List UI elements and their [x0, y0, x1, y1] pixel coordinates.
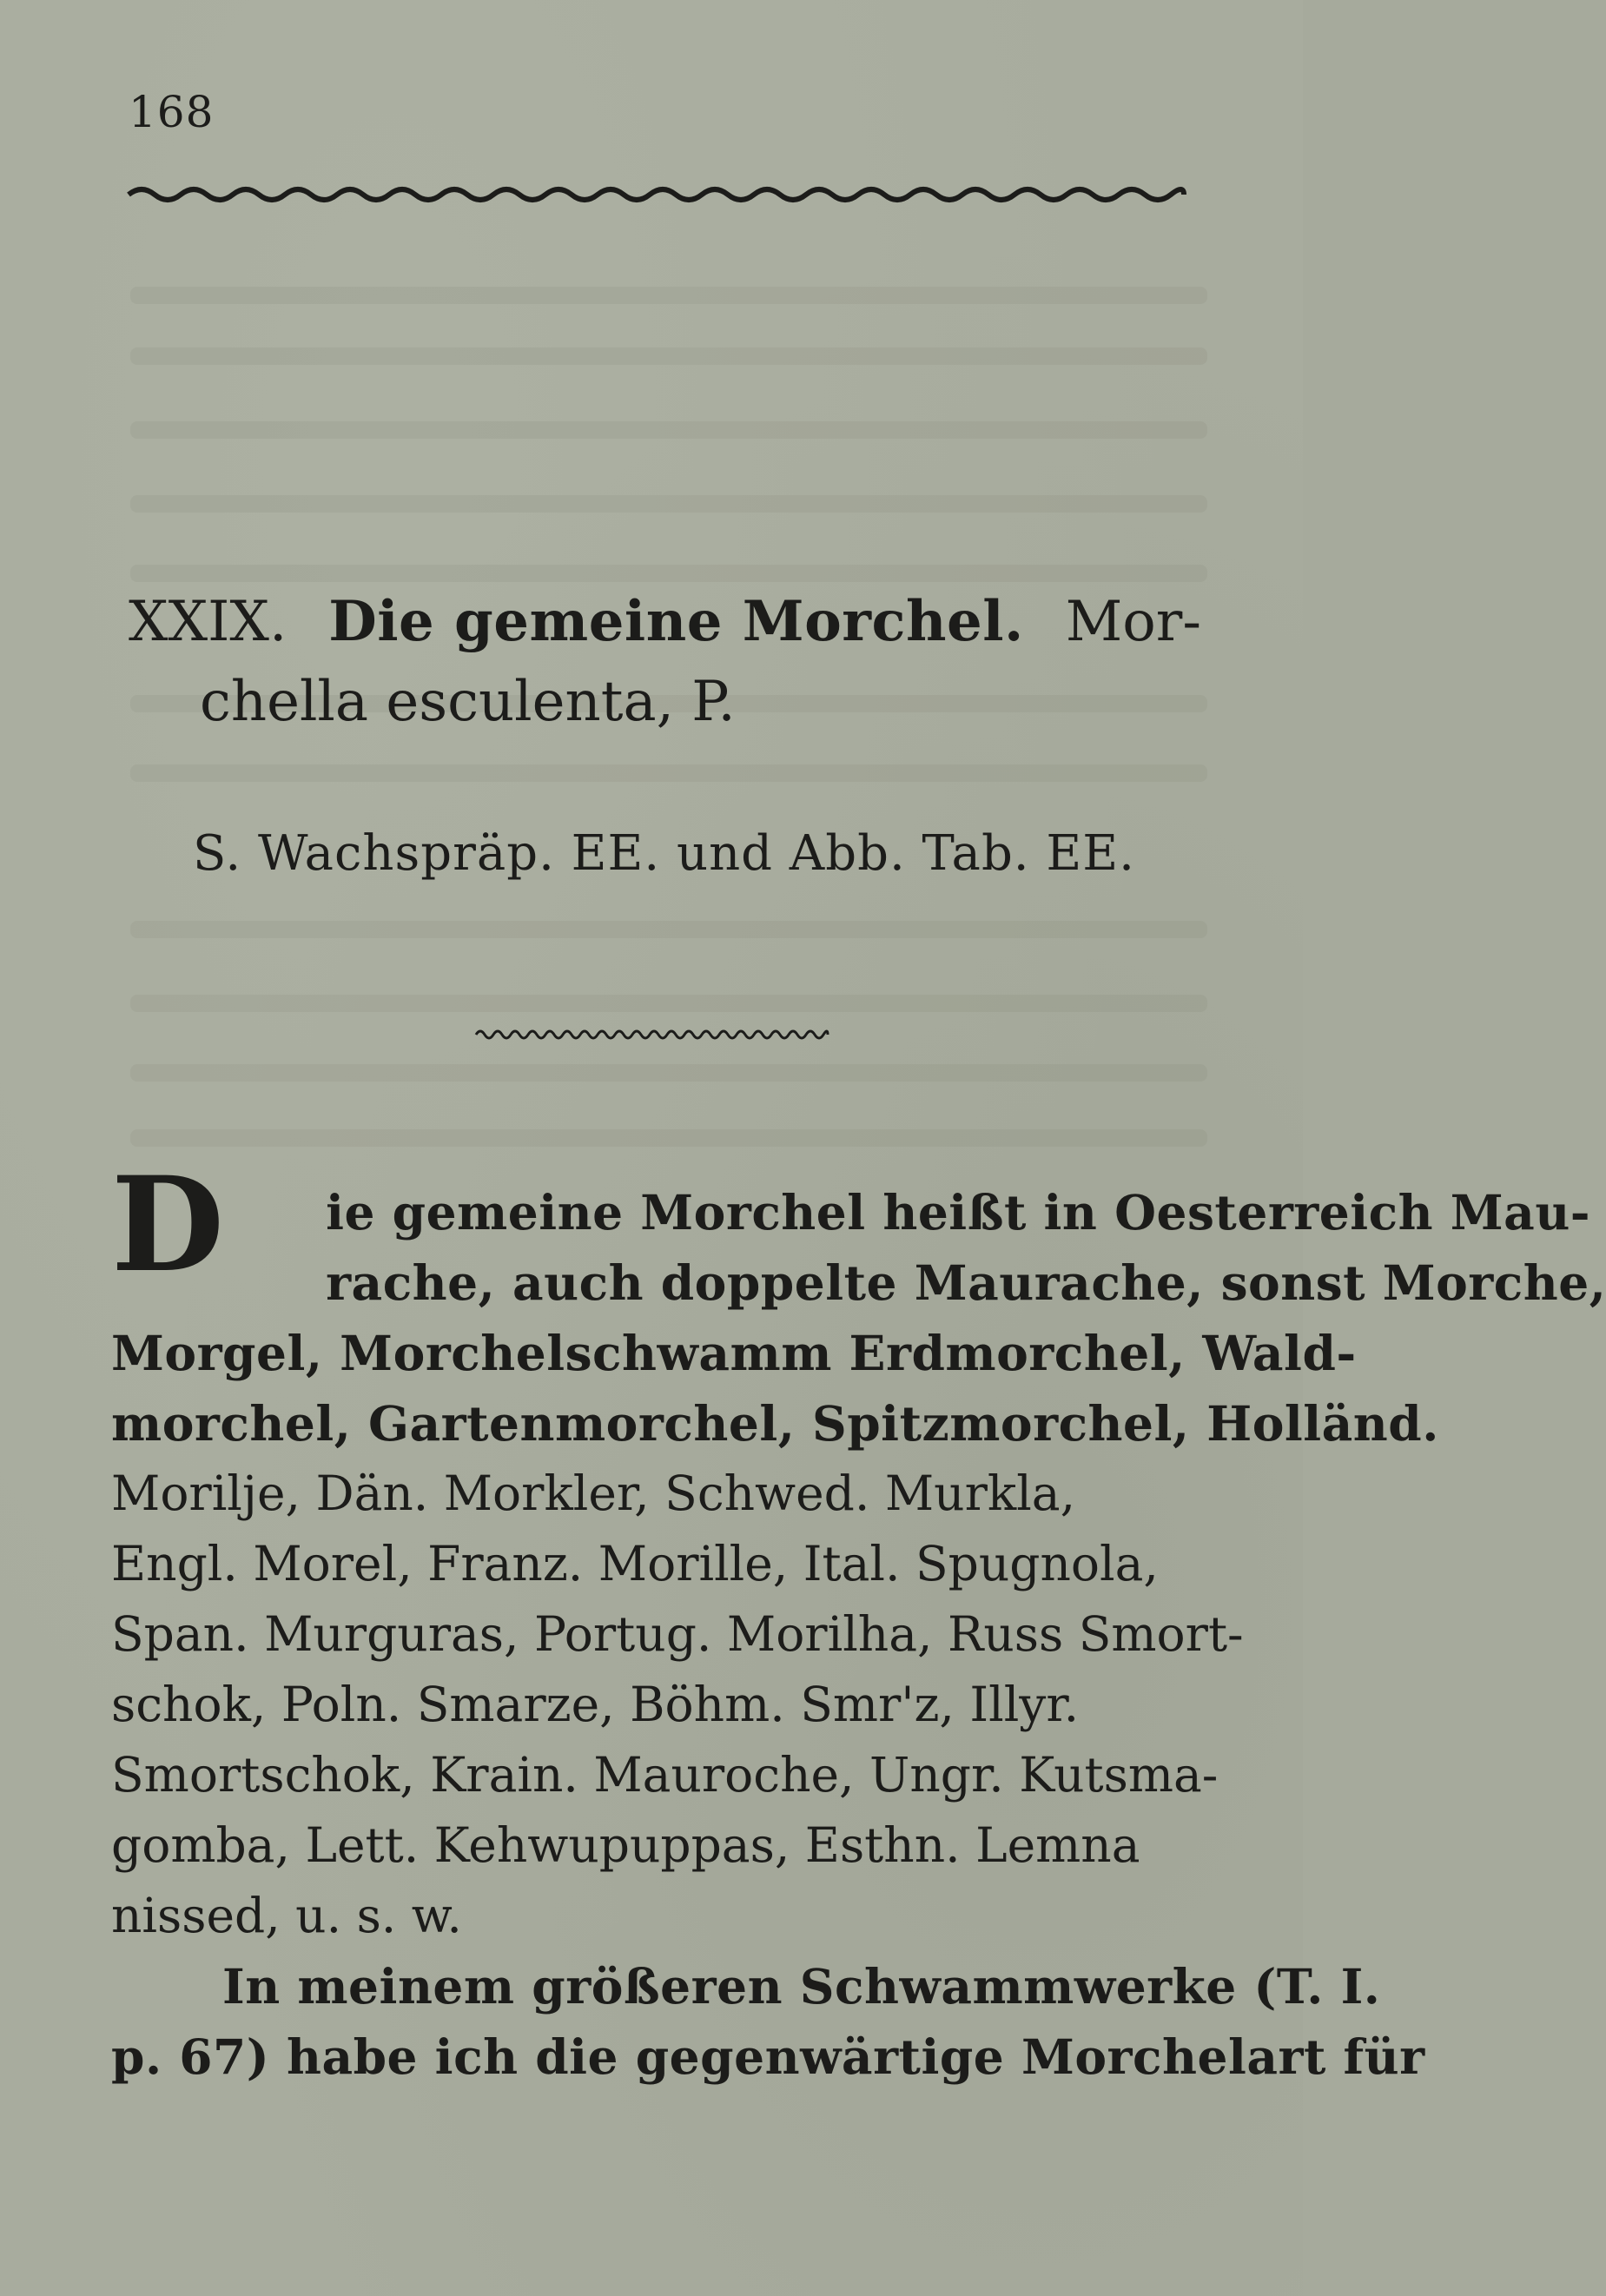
bleed-through-line [130, 995, 1207, 1012]
text-line: rache, auch doppelte Maurache, sonst Morche, [326, 1254, 1606, 1311]
paragraph [111, 1148, 1606, 1951]
text-line: Span. Murguras, Portug. Morilha, Russ Smort- [111, 1606, 1244, 1662]
bleed-through-line [130, 565, 1207, 582]
heading-latin-start: Mor- [1065, 590, 1201, 654]
text-line: schok, Poln. Smarze, Böhm. Smr'z, Illyr. [111, 1677, 1080, 1732]
text-line: nissed, u. s. w. [111, 1888, 462, 1943]
drop-cap: D [111, 1148, 225, 1301]
text-line: gomba, Lett. Kehwupuppas, Esthn. Lemna [111, 1817, 1140, 1873]
bleed-through-line [130, 495, 1207, 513]
section-heading [129, 582, 1206, 742]
text-line: p. 67) habe ich die gegenwärtige Morchelart für [111, 2028, 1425, 2085]
text-line: Morgel, Morchelschwamm Erdmorchel, Wald- [111, 1325, 1357, 1381]
bleed-through-line [130, 1064, 1207, 1082]
bleed-through-line [130, 764, 1207, 782]
bleed-through-line [130, 347, 1207, 365]
body-text [111, 1148, 1606, 2092]
text-line: morchel, Gartenmorchel, Spitzmorchel, Holländ. [111, 1395, 1439, 1452]
heading-latin-name: chella esculenta, P. [200, 670, 736, 734]
section-ornament-rule [476, 1025, 828, 1044]
text-line: Engl. Morel, Franz. Morille, Ital. Spugnola, [111, 1536, 1159, 1591]
heading-numeral: XXIX. [129, 590, 287, 654]
bleed-through-line [130, 287, 1207, 304]
paragraph [111, 1951, 1425, 2092]
page-number: 168 [129, 87, 215, 137]
bleed-through-line [130, 921, 1207, 938]
figure-reference: S. Wachspräp. EE. und Abb. Tab. EE. [193, 825, 1135, 882]
text-line: ie gemeine Morchel heißt in Oesterreich Mau- [326, 1184, 1591, 1241]
bleed-through-line [130, 421, 1207, 439]
bleed-through-line [130, 1129, 1207, 1147]
text-line: Smortschok, Krain. Mauroche, Ungr. Kutsma- [111, 1747, 1219, 1803]
text-line: In meinem größeren Schwammwerke (T. I. [222, 1958, 1381, 2015]
heading-german-title: Die gemeine Morchel. [328, 589, 1024, 654]
text-line: Morilje, Dän. Morkler, Schwed. Murkla, [111, 1466, 1076, 1521]
header-ornament-rule [129, 182, 1184, 207]
